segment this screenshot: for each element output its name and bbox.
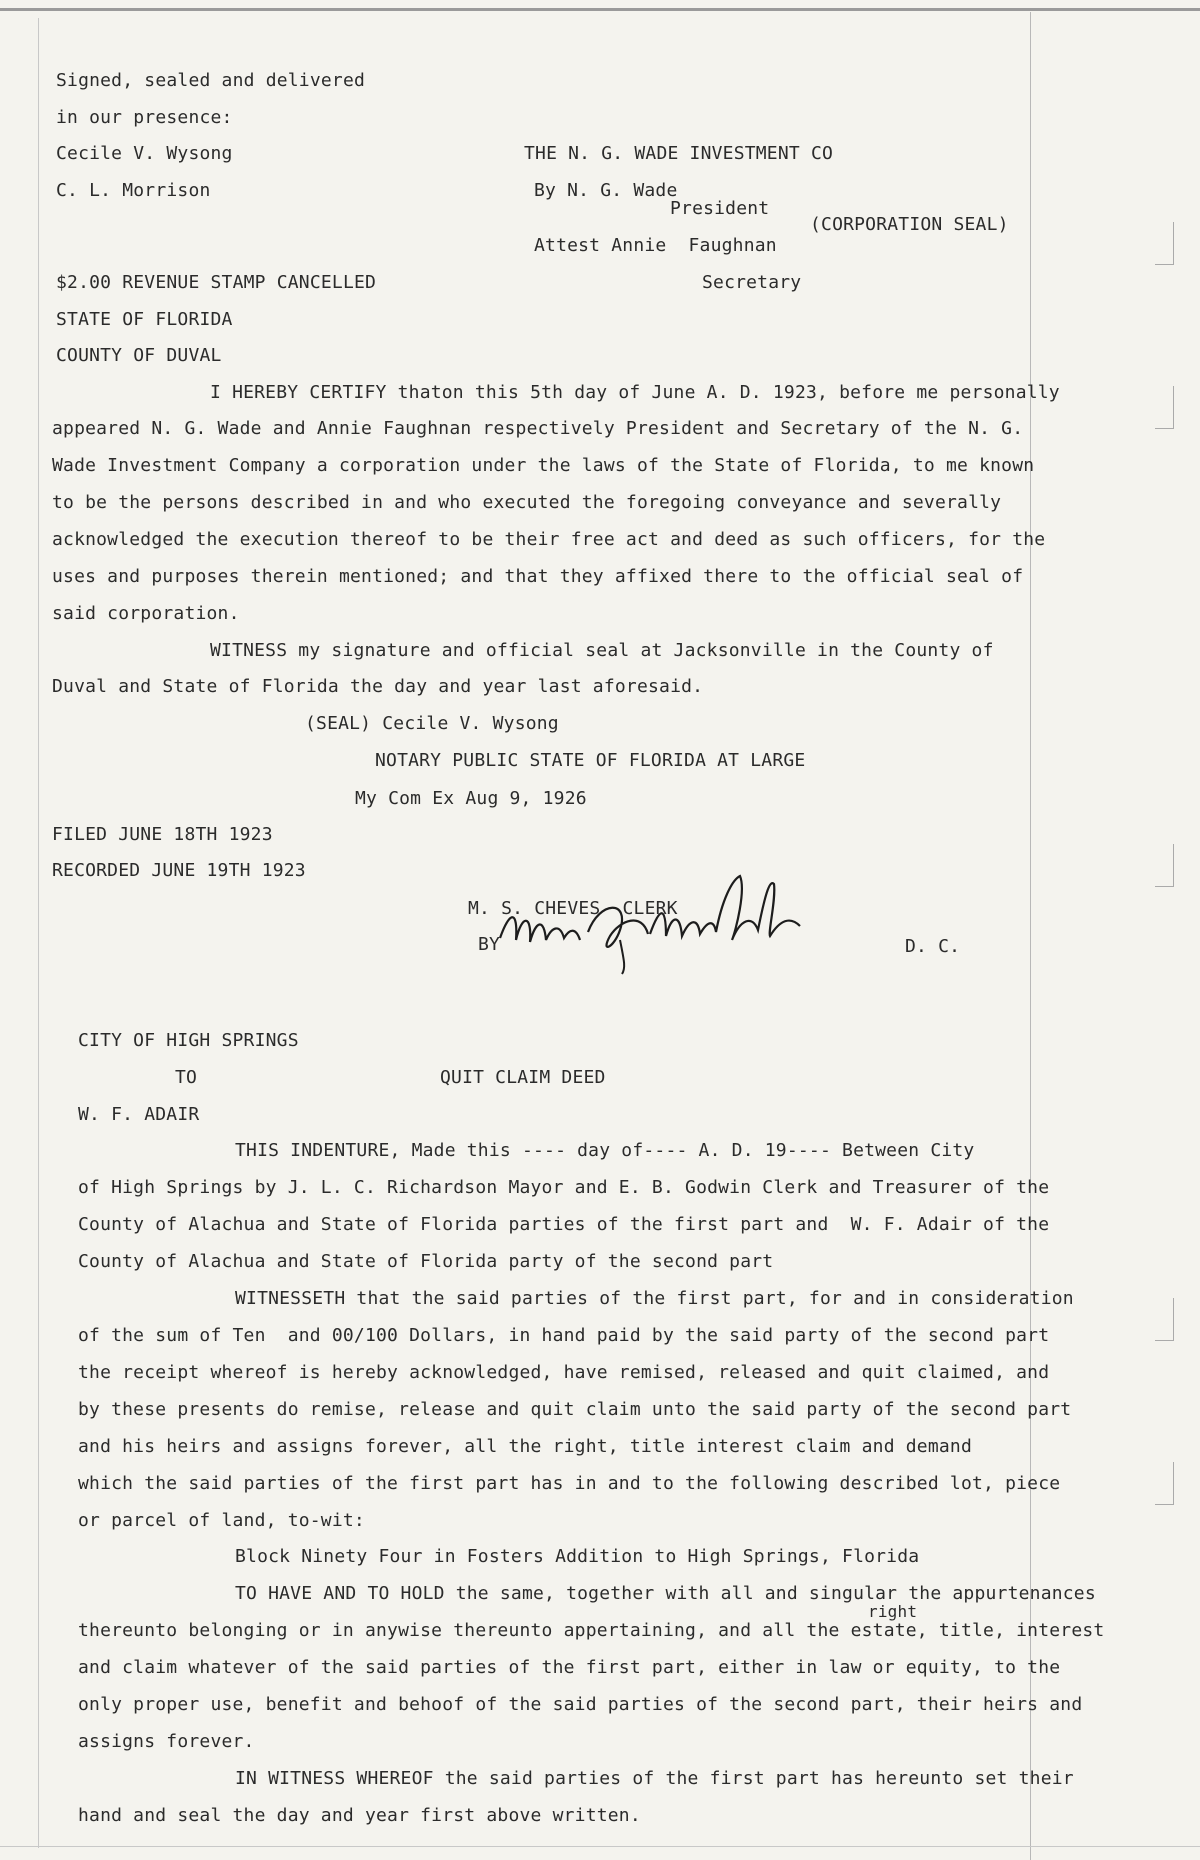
commission-expiry: My Com Ex Aug 9, 1926 xyxy=(355,788,587,809)
left-margin-line xyxy=(38,18,39,1848)
notary-seal-signature: (SEAL) Cecile V. Wysong xyxy=(305,713,559,734)
deed-line: the receipt whereof is hereby acknowledged, have remised, released and quit claimed, and xyxy=(78,1362,1050,1383)
revenue-stamp: $2.00 REVENUE STAMP CANCELLED xyxy=(56,272,377,293)
witness-line: in our presence: xyxy=(56,107,233,128)
deed-line: and claim whatever of the said parties of the first part, either in law or equity, to the xyxy=(78,1657,1061,1678)
deed-line: THIS INDENTURE, Made this ---- day of---- A. D. 19---- Between City xyxy=(235,1140,975,1161)
witness-line: Signed, sealed and delivered xyxy=(56,70,366,91)
margin-bracket xyxy=(1155,1462,1174,1505)
deed-to: TO xyxy=(175,1067,198,1088)
margin-bracket xyxy=(1155,222,1174,265)
county-line: COUNTY OF DUVAL xyxy=(56,345,222,366)
certificate-line: WITNESS my signature and official seal at Jacksonville in the County of xyxy=(210,640,994,661)
deed-line: and his heirs and assigns forever, all the right, title interest claim and demand xyxy=(78,1436,972,1457)
certificate-line: acknowledged the execution thereof to be their free act and deed as such officers, for the xyxy=(52,529,1046,550)
certificate-line: said corporation. xyxy=(52,603,240,624)
by-label: BY xyxy=(478,934,501,955)
margin-bracket xyxy=(1155,1298,1174,1341)
deed-grantor: CITY OF HIGH SPRINGS xyxy=(78,1030,299,1051)
deed-line: of the sum of Ten and 00/100 Dollars, in hand paid by the said party of the second part xyxy=(78,1325,1050,1346)
clerk-name: M. S. CHEVES CLERK xyxy=(468,898,678,919)
certificate-line: Duval and State of Florida the day and year last aforesaid. xyxy=(52,676,704,697)
margin-bracket xyxy=(1155,844,1174,887)
deed-line: assigns forever. xyxy=(78,1731,255,1752)
deed-title: QUIT CLAIM DEED xyxy=(440,1067,606,1088)
certificate-line: to be the persons described in and who executed the foregoing conveyance and severally xyxy=(52,492,1002,513)
deed-line: which the said parties of the first part has in and to the following described lot, piece xyxy=(78,1473,1061,1494)
secretary-title: Secretary xyxy=(702,272,802,293)
deed-line: WITNESSETH that the said parties of the first part, for and in consideration xyxy=(235,1288,1074,1309)
deed-line: only proper use, benefit and behoof of the said parties of the second part, their heirs and xyxy=(78,1694,1083,1715)
president-title: President xyxy=(670,198,770,219)
notary-title: NOTARY PUBLIC STATE OF FLORIDA AT LARGE xyxy=(375,750,806,771)
deed-line: by these presents do remise, release and quit claim unto the said party of the second part xyxy=(78,1399,1072,1420)
deed-line: or parcel of land, to-wit: xyxy=(78,1510,365,1531)
margin-bracket xyxy=(1155,386,1174,429)
deputy-clerk: D. C. xyxy=(905,936,961,957)
property-description: Block Ninety Four in Fosters Addition to High Springs, Florida xyxy=(235,1546,920,1567)
deed-line: IN WITNESS WHEREOF the said parties of the first part has hereunto set their xyxy=(235,1768,1074,1789)
corporation-seal: (CORPORATION SEAL) xyxy=(810,214,1009,235)
deed-line: TO HAVE AND TO HOLD the same, together with all and singular the appurtenances xyxy=(235,1583,1096,1604)
deed-line: County of Alachua and State of Florida parties of the first part and W. F. Adair of the xyxy=(78,1214,1050,1235)
company-name: THE N. G. WADE INVESTMENT CO xyxy=(524,143,834,164)
filed-date: FILED JUNE 18TH 1923 xyxy=(52,824,273,845)
bottom-border-line xyxy=(0,1846,1200,1847)
by-signature: By N. G. Wade xyxy=(534,180,678,201)
attest-line: Attest Annie Faughnan xyxy=(534,235,777,256)
deed-line: hand and seal the day and year first above written. xyxy=(78,1805,641,1826)
deed-line: thereunto belonging or in anywise thereunto appertaining, and all the estate, title, interest xyxy=(78,1620,1105,1641)
certificate-line: Wade Investment Company a corporation under the laws of the State of Florida, to me known xyxy=(52,455,1035,476)
state-line: STATE OF FLORIDA xyxy=(56,309,233,330)
certificate-line: I HEREBY CERTIFY thaton this 5th day of June A. D. 1923, before me personally xyxy=(210,382,1060,403)
top-border-line xyxy=(0,8,1200,11)
recorded-date: RECORDED JUNE 19TH 1923 xyxy=(52,860,306,881)
handwritten-signature xyxy=(470,870,830,980)
interlined-word: right xyxy=(868,1602,918,1621)
certificate-line: appeared N. G. Wade and Annie Faughnan respectively President and Secretary of the N. G. xyxy=(52,418,1024,439)
deed-line: County of Alachua and State of Florida party of the second part xyxy=(78,1251,774,1272)
witness-line: C. L. Morrison xyxy=(56,180,211,201)
deed-grantee: W. F. ADAIR xyxy=(78,1104,200,1125)
witness-line: Cecile V. Wysong xyxy=(56,143,233,164)
certificate-line: uses and purposes therein mentioned; and that they affixed there to the official seal of xyxy=(52,566,1024,587)
deed-line: of High Springs by J. L. C. Richardson Mayor and E. B. Godwin Clerk and Treasurer of the xyxy=(78,1177,1050,1198)
